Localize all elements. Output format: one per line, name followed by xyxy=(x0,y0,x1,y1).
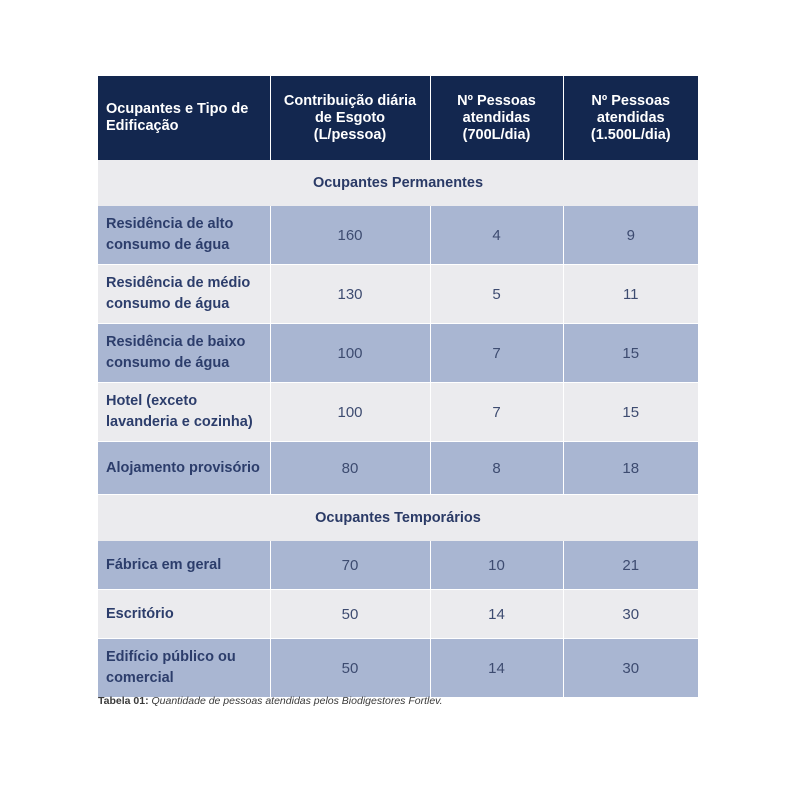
row-contribution: 100 xyxy=(270,383,430,442)
row-people-700: 10 xyxy=(430,541,563,590)
table-header-row xyxy=(98,76,698,160)
header-sewage-contribution: Contribuição diária de Esgoto (L/pessoa) xyxy=(270,76,430,160)
row-name: Residência de baixo consumo de água xyxy=(98,324,270,383)
row-name: Fábrica em geral xyxy=(98,541,270,590)
row-contribution: 100 xyxy=(270,324,430,383)
row-contribution: 80 xyxy=(270,442,430,495)
row-people-1500: 18 xyxy=(563,442,698,495)
row-contribution: 50 xyxy=(270,590,430,639)
occupancy-table xyxy=(98,76,698,698)
table-row xyxy=(98,541,698,590)
header-people-700: Nº Pessoas atendidas (700L/dia) xyxy=(430,76,563,160)
table-row xyxy=(98,324,698,383)
row-contribution: 160 xyxy=(270,206,430,265)
row-people-1500: 30 xyxy=(563,639,698,698)
row-people-700: 4 xyxy=(430,206,563,265)
row-name: Residência de alto consumo de água xyxy=(98,206,270,265)
row-people-1500: 15 xyxy=(563,383,698,442)
row-people-1500: 11 xyxy=(563,265,698,324)
occupancy-table-container xyxy=(98,76,698,698)
row-people-700: 8 xyxy=(430,442,563,495)
section-row-temporary xyxy=(98,495,698,542)
row-people-700: 5 xyxy=(430,265,563,324)
table-row xyxy=(98,206,698,265)
row-contribution: 50 xyxy=(270,639,430,698)
table-row xyxy=(98,639,698,698)
section-title: Ocupantes Temporários xyxy=(98,495,698,542)
table-caption xyxy=(98,695,443,707)
row-people-700: 14 xyxy=(430,639,563,698)
row-name: Hotel (exceto lavanderia e cozinha) xyxy=(98,383,270,442)
table-row xyxy=(98,383,698,442)
row-people-1500: 30 xyxy=(563,590,698,639)
section-row-permanent xyxy=(98,160,698,206)
row-contribution: 70 xyxy=(270,541,430,590)
table-row xyxy=(98,265,698,324)
row-people-700: 14 xyxy=(430,590,563,639)
table-row xyxy=(98,442,698,495)
section-title: Ocupantes Permanentes xyxy=(98,160,698,206)
row-name: Edifício público ou comercial xyxy=(98,639,270,698)
header-people-1500: Nº Pessoas atendidas (1.500L/dia) xyxy=(563,76,698,160)
row-people-1500: 9 xyxy=(563,206,698,265)
row-name: Escritório xyxy=(98,590,270,639)
row-name: Alojamento provisório xyxy=(98,442,270,495)
header-occupants-type: Ocupantes e Tipo de Edificação xyxy=(98,76,270,160)
row-people-1500: 15 xyxy=(563,324,698,383)
table-row xyxy=(98,590,698,639)
caption-text: Quantidade de pessoas atendidas pelos Biodigestores Fortlev. xyxy=(148,695,443,707)
caption-label: Tabela 01: xyxy=(98,695,149,707)
row-name: Residência de médio consumo de água xyxy=(98,265,270,324)
row-contribution: 130 xyxy=(270,265,430,324)
row-people-700: 7 xyxy=(430,324,563,383)
row-people-700: 7 xyxy=(430,383,563,442)
row-people-1500: 21 xyxy=(563,541,698,590)
